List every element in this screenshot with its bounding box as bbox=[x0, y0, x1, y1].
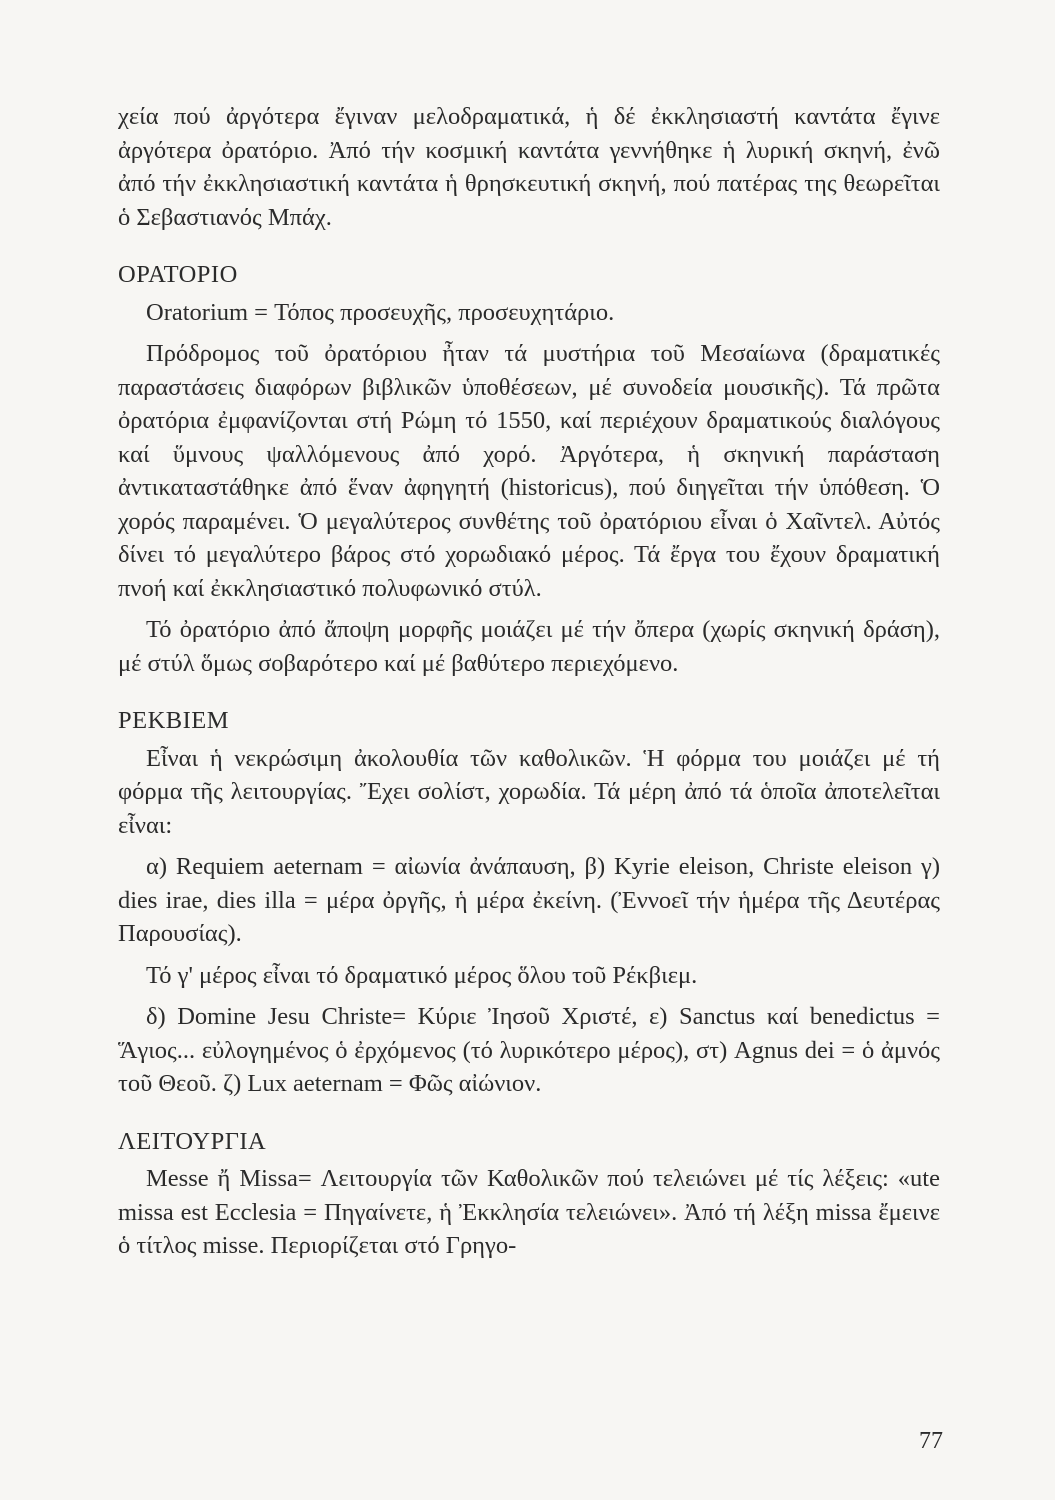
requiem-parts: α) Requiem aeternam = αἰωνία ἀνάπαυση, β) Kyrie eleison, Christe eleison γ) dies irae, dies illa = μέρα ὀργῆς, ἡ μέρα ἐκείνη. (Ἐννοεῖ τήν ἡμέρα τῆς Δευτέρας Παρουσίας). bbox=[118, 853, 940, 947]
requiem-paragraph-1: Εἶναι ἡ νεκρώσιμη ἀκολουθία τῶν καθολικῶν. Ἡ φόρμα του μοιάζει μέ τή φόρμα τῆς λειτουργίας. Ἔχει σολίστ, χορωδία. Τά μέρη ἀπό τά ὁποῖα ἀποτελεῖται εἶναι: bbox=[118, 744, 940, 839]
requiem-paragraph-3: δ) Domine Jesu Christe= Κύριε Ἰησοῦ Χριστέ, ε) Sanctus καί benedictus = Ἅγιος... εὐλογημένος ὁ ἐρχόμενος (τό λυρικότερο μέρος), στ) Agnus dei = ὁ ἀμνός τοῦ Θεοῦ. ζ) Lux aeternam = Φῶς αἰώνιον. bbox=[118, 1003, 940, 1097]
oratorio-heading: ΟΡΑΤΟΡΙΟ bbox=[118, 261, 238, 288]
oratorio-paragraph-2: Τό ὀρατόριο ἀπό ἄποψη μορφῆς μοιάζει μέ τήν ὄπερα (χωρίς σκηνική δράση), μέ στύλ ὅμως σοβαρότερο καί μέ βαθύτερο περιεχόμενο. bbox=[118, 616, 940, 677]
intro-paragraph: χεία πού ἀργότερα ἔγιναν μελοδραματικά, ἡ δέ ἐκκλησιαστή καντάτα ἔγινε ἀργότερα ὀρατόριο. Ἀπό τήν κοσμική καντάτα γεννήθηκε ἡ λυρική σκηνή, ἐνῶ ἀπό τήν ἐκκλησιαστική καντάτα ἡ θρησκευτική σκηνή, πού πατέρας της θεωρεῖται ὁ Σεβαστιανός Μπάχ. bbox=[118, 103, 940, 231]
oratorio-definition: Oratorium = Τόπος προσευχῆς, προσευχητάριο. bbox=[146, 298, 615, 326]
liturgy-paragraph-1: Messe ἤ Missa= Λειτουργία τῶν Καθολικῶν πού τελειώνει μέ τίς λέξεις: «ute missa est Ecclesia = Πηγαίνετε, ἡ Ἐκκλησία τελειώνει». Ἀπό τή λέξη missa ἔμεινε ὁ τίτλος misse. Περιορίζεται στό Γρηγο- bbox=[118, 1165, 940, 1259]
oratorio-paragraph-1: Πρόδρομος τοῦ ὀρατόριου ἦταν τά μυστήρια τοῦ Μεσαίωνα (δραματικές παραστάσεις διαφόρων βιβλικῶν ὑποθέσεων, μέ συνοδεία μουσικῆς). Τά πρῶτα ὀρατόρια ἐμφανίζονται στή Ρώμη τό 1550, καί περιέχουν δραματικούς διαλόγους καί ὕμνους ψαλλόμενους ἀπό χορό. Ἀργότερα, ἡ σκηνική παράσταση ἀντικαταστάθηκε ἀπό ἕναν ἀφηγητή (historicus), πού διηγεῖται τήν ὑπόθεση. Ὁ χορός παραμένει. Ὁ μεγαλύτερος συνθέτης τοῦ ὀρατόριου εἶναι ὁ Χαῖντελ. Αὐτός δίνει τό μεγαλύτερο βάρος στό χορωδιακό μέρος. Τά ἔργα του ἔχουν δραματική πνοή καί ἐκκλησιαστικό πολυφωνικό στύλ. bbox=[118, 340, 940, 602]
requiem-paragraph-2: Τό γ' μέρος εἶναι τό δραματικό μέρος ὅλου τοῦ Ρέκβιεμ. bbox=[146, 961, 698, 989]
requiem-heading: ΡΕΚΒΙΕΜ bbox=[118, 707, 230, 734]
page-text bbox=[118, 100, 940, 1263]
page-number: 77 bbox=[919, 1428, 943, 1454]
liturgy-heading: ΛΕΙΤΟΥΡΓΙΑ bbox=[118, 1127, 267, 1155]
